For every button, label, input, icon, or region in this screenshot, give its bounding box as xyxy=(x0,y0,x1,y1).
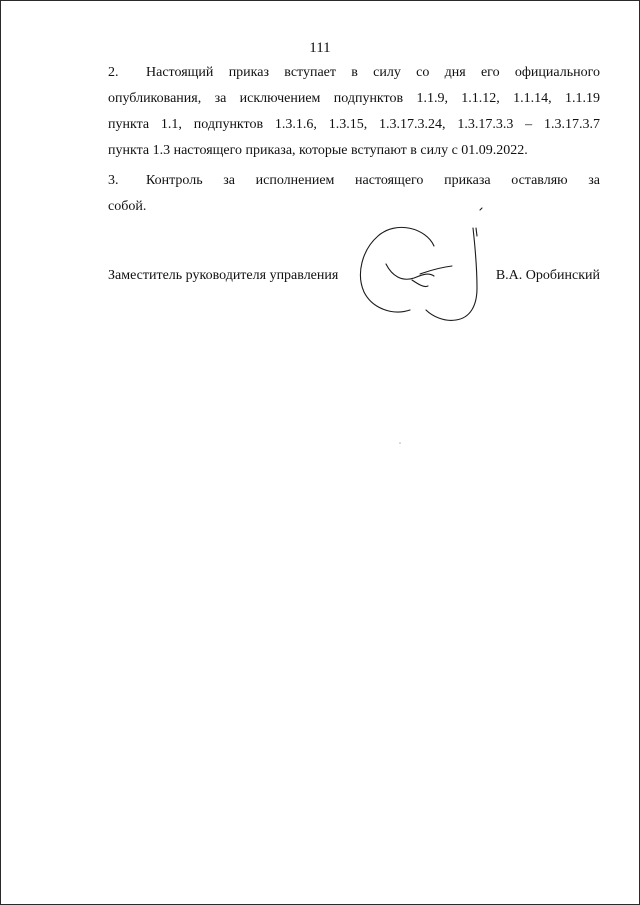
paragraph-number: 2. xyxy=(108,65,119,80)
paragraph-number: 3. xyxy=(108,173,119,188)
paragraph-line: пункта 1.1, подпунктов 1.3.1.6, 1.3.15, 1.3.17.3.24, 1.3.17.3.3 – 1.3.17.3.7 xyxy=(108,117,600,132)
paragraph-line: 3. Контроль за исполнением настоящего приказа оставляю за xyxy=(108,168,600,194)
page-number: 111 xyxy=(309,40,331,56)
signature-block xyxy=(108,263,600,293)
signatory-title: Заместитель руководителя управления xyxy=(108,268,339,283)
paragraph-line: пункта 1.3 настоящего приказа, которые вступают в силу с 01.09.2022. xyxy=(108,143,528,158)
paragraph-3 xyxy=(108,168,600,220)
document-body xyxy=(108,60,600,224)
paragraph-line: 2. Настоящий приказ вступает в силу со дня его официального xyxy=(108,60,600,86)
signatory-name: В.А. Оробинский xyxy=(495,268,600,283)
paragraph-line: опубликования, за исключением подпунктов 1.1.9, 1.1.12, 1.1.14, 1.1.19 xyxy=(108,91,600,106)
scan-speck xyxy=(399,442,401,444)
paragraph-line: собой. xyxy=(108,199,147,214)
handwritten-signature xyxy=(356,206,491,324)
paragraph-2 xyxy=(108,60,600,164)
